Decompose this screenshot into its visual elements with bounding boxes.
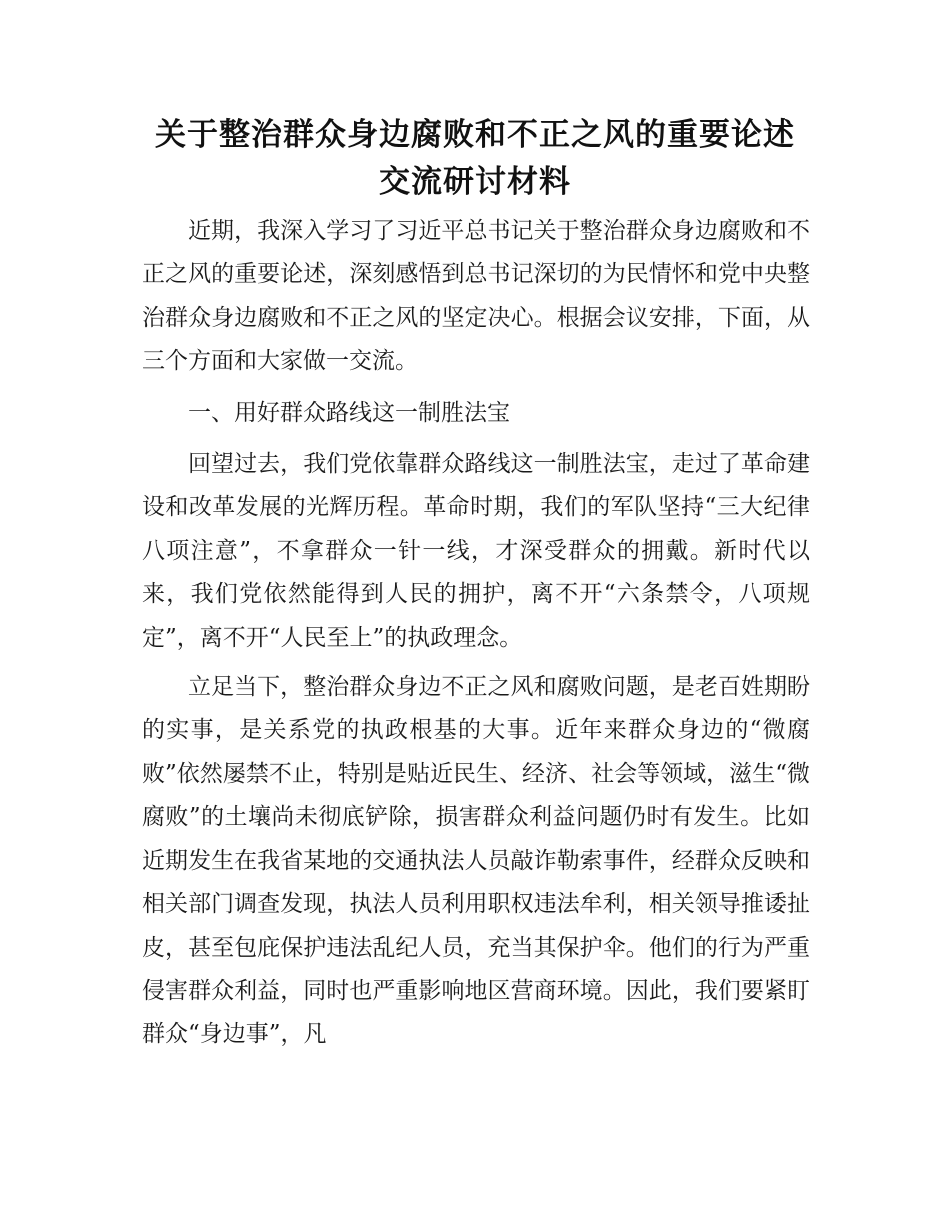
section-heading-1: 一、用好群众路线这一制胜法宝 [188,399,510,426]
document-body [142,210,810,1057]
document-title-line-2: 交流研讨材料 [379,164,571,200]
paragraph-present: 立足当下，整治群众身边不正之风和腐败问题，是老百姓期盼的实事，是关系党的执政根基的大事。近年来群众身边的“微腐败”依然屡禁不止，特别是贴近民生、经济、社会等领域，滋生“微腐败”的土壤尚未彻底铲除，损害群众利益问题仍时有发生。比如近期发生在我省某地的交通执法人员敲诈勒索事件，经群众反映和相关部门调查发现，执法人员利用职权违法牟利，相关领导推诿扯皮，甚至包庇保护违法乱纪人员，充当其保护伞。他们的行为严重侵害群众利益，同时也严重影响地区营商环境。因此，我们要紧盯群众“身边事”，凡 [142,674,810,1048]
paragraph-history: 回望过去，我们党依靠群众路线这一制胜法宝，走过了革命建设和改革发展的光辉历程。革命时期，我们的军队坚持“三大纪律八项注意”，不拿群众一针一线，才深受群众的拥戴。新时代以来，我们党依然能得到人民的拥护，离不开“六条禁令，八项规定”，离不开“人民至上”的执政理念。 [142,451,810,651]
document-title-line-1: 关于整治群众身边腐败和不正之风的重要论述 [155,117,795,153]
paragraph-intro: 近期，我深入学习了习近平总书记关于整治群众身边腐败和不正之风的重要论述，深刻感悟到总书记深切的为民情怀和党中央整治群众身边腐败和不正之风的坚定决心。根据会议安排，下面，从三个方面和大家做一交流。 [142,218,810,375]
